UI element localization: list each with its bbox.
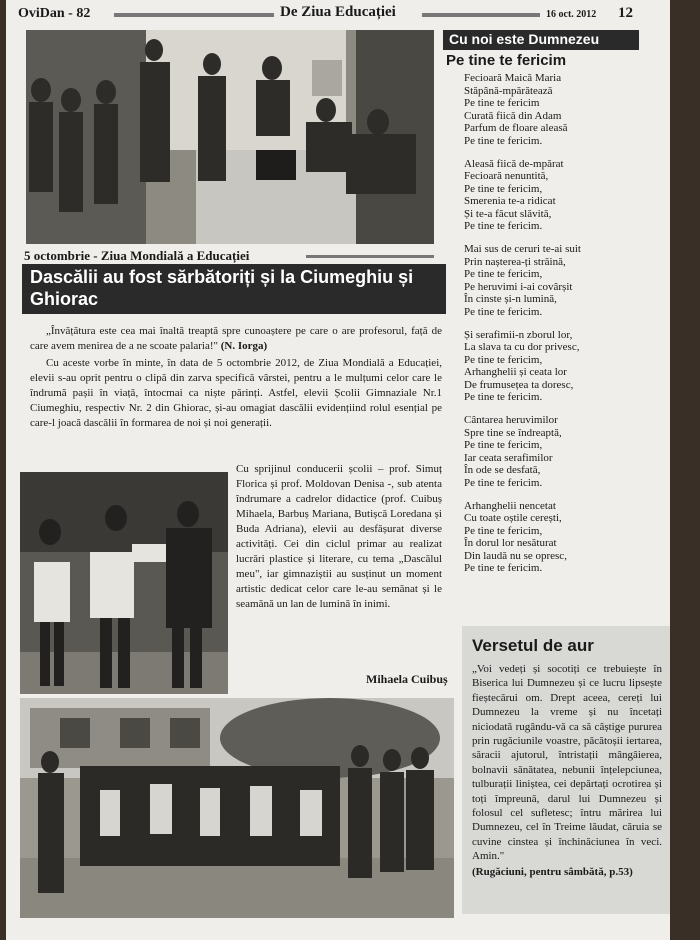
- poem-line: Pe tine te fericim.: [464, 134, 543, 147]
- poem-line: Pe tine te fericim,: [464, 439, 543, 451]
- poem-line: Pe tine te fericim.: [464, 305, 543, 318]
- poem-stanza: [464, 500, 654, 575]
- poem-line: La slava ta cu dor privesc,: [464, 341, 580, 353]
- publication-name: OviDan - 82: [18, 6, 91, 21]
- poem-line: Pe tine te fericim.: [464, 562, 543, 574]
- poem-stanza: [464, 158, 654, 233]
- poem-text: [464, 72, 654, 585]
- poem-line: De frumusețea ta doresc,: [464, 378, 574, 391]
- poem-line: Cu toate oștile cerești,: [464, 512, 562, 524]
- article-paragraph-1: Cu aceste vorbe în minte, în data de 5 octombrie 2012, de Ziua Mondială a Educației, elevii s-au oprit pentru o clipă din zarva specifică vârstei, pentru a le mulțumi celor care le îndrumă pașii în viață, întocmai ca niște părinți. Astfel, elevii Școlii Gimnaziale Nr.1 Ciumeghiu, respectiv Nr. 2 din Ghiorac, și-au omagiat dascălii evidențiind rolul esențial pe care-l joacă dascălii în formarea de noi și noi generații.: [30, 357, 442, 429]
- poem-stanza: [464, 72, 654, 147]
- poem-line: Pe tine te fericim.: [464, 220, 543, 232]
- poem-line: Pe tine te fericim.: [464, 391, 543, 403]
- poem-line: Smerenia te-a ridicat: [464, 195, 556, 207]
- issue-date: 16 oct. 2012: [546, 9, 597, 20]
- poem-line: Arhanghelii și ceata lor: [464, 366, 567, 378]
- poem-line: Prin nașterea-ți străină,: [464, 255, 566, 268]
- newspaper-page: [6, 0, 670, 940]
- poem-title: Pe tine te fericim: [446, 52, 567, 69]
- poem-line: Stăpână-mpărătează: [464, 84, 553, 97]
- poem-line: Pe tine te fericim,: [464, 353, 543, 366]
- poem-line: Pe tine te fericim.: [464, 476, 543, 489]
- golden-verse-source: (Rugăciuni, pentru sâmbătă, p.53): [472, 865, 633, 878]
- photo-classroom-teachers: [26, 30, 434, 244]
- poem-line: Mai sus de ceruri te-ai suit: [464, 243, 581, 255]
- poem-stanza: [464, 414, 654, 489]
- page-number: 12: [618, 5, 633, 21]
- poem-line: Arhanghelii nencetat: [464, 499, 556, 512]
- golden-verse-title: Versetul de aur: [472, 636, 594, 655]
- quote-author: (N. Iorga): [220, 340, 268, 352]
- poem-line: Pe heruvimi i-ai covârșit: [464, 280, 573, 293]
- poem-line: Și serafimii-n zborul lor,: [464, 328, 573, 341]
- article-kicker: 5 octombrie - Ziua Mondială a Educației: [24, 248, 250, 263]
- poem-line: Pe tine te fericim,: [464, 182, 543, 195]
- poem-line: Din laudă nu se opresc,: [464, 549, 567, 562]
- poem-stanza: [464, 329, 654, 404]
- header-rule-right: [422, 13, 540, 17]
- poem-line: Pe tine te fericim,: [464, 268, 543, 280]
- poem-line: Fecioară Maică Maria: [464, 72, 562, 84]
- poem-line: Parfum de floare aleasă: [464, 122, 568, 134]
- section-name: De Ziua Educației: [280, 4, 396, 20]
- photo-students-reading: [20, 472, 228, 694]
- poem-line: Pe tine te fericim: [464, 97, 540, 109]
- article-body: [236, 462, 442, 614]
- poem-line: Și te-a făcut slăvită,: [464, 207, 552, 220]
- article-intro: [30, 324, 442, 433]
- page-header: [18, 4, 658, 26]
- poem-line: În ode se desfată,: [464, 464, 541, 476]
- column-title: Cu noi este Dumnezeu: [443, 30, 639, 50]
- poem-line: Curată fiică din Adam: [464, 109, 562, 122]
- poem-stanza: [464, 243, 654, 318]
- photo-group-outdoors: [20, 698, 454, 918]
- article-quote: „Învățătura este cea mai înaltă treaptă spre cunoaștere pe care o are profesorul, față de care avem menirea de a ne scoate palaria!": [30, 325, 442, 352]
- poem-line: În dorul lor nesăturat: [464, 537, 557, 549]
- poem-line: Fecioară nenuntită,: [464, 170, 549, 182]
- poem-line: Pe tine te fericim,: [464, 524, 543, 537]
- article-headline: Dascălii au fost sărbătoriți și la Ciumeghiu și Ghiorac: [22, 264, 446, 314]
- poem-line: Spre tine se îndreaptă,: [464, 426, 562, 439]
- golden-verse-text: „Voi vedeți și socotiți ce trebuiește în Biserica lui Dumnezeu și ce lucru lipsește fieștecărui om. Drept aceea, cereți lui Dumnezeu la vreme și nu încetați niciodată rugându-vă ca să câștige pururea prin rugăciunile voastre, păcătoșii iertarea, săracii ajutorul, întristații mângâierea, bolnavii sănătatea, nebunii înțelepciunea, tulburații liniștea, cei depărtați ocrotirea și toți împreună, darul lui Dumnezeu și folosul cel sufletesc; întru mărirea lui Dumnezeu, cel în Treime lăudat, căruia se cuvine cinstea și închinăciunea în veci. Amin.": [472, 663, 662, 863]
- poem-line: În cinste și-n lumină,: [464, 293, 557, 305]
- poem-line: Iar ceata serafimilor: [464, 451, 553, 464]
- kicker-rule: [306, 255, 434, 258]
- article-author: Mihaela Cuibuș: [366, 672, 448, 686]
- golden-verse-box: [462, 626, 670, 914]
- poem-line: Aleasă fiică de-mpărat: [464, 157, 564, 170]
- poem-line: Cântarea heruvimilor: [464, 414, 558, 426]
- article-paragraph-2: Cu sprijinul conducerii școlii – prof. Simuț Florica și prof. Moldovan Denisa -, sub atenta îndrumare a cadrelor didactice (prof. Cuibuș Mihaela, Barbuș Mariana, Butișcă Loredana și Buda Adriana), elevii au desfășurat diverse activități. Cei din ciclul primar au realizat lucrări plastice și literare, cu tema „Dascălul meu", iar gimnaziștii au susținut un moment artistic dedicat celor care le-au semănat și le seamănă un lan de lumină în inimi.: [236, 463, 442, 610]
- header-rule-left: [114, 13, 274, 17]
